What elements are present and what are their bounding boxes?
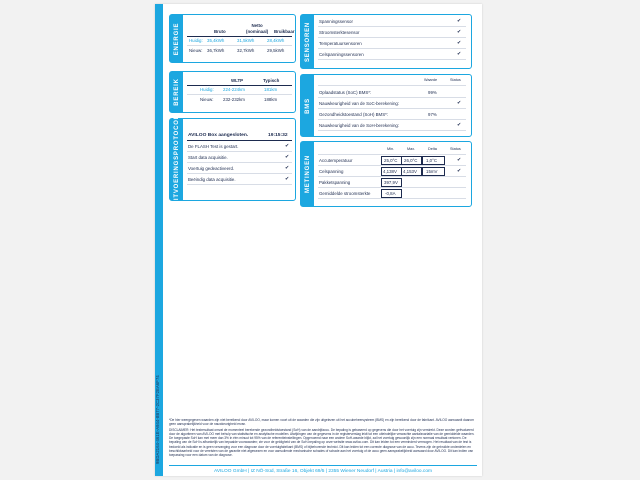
bms-row-label: Nauwkeurigheid van de SoC-berekening: <box>319 101 400 106</box>
protocol-step: De FLASH Test is gestart. <box>188 144 239 149</box>
bereik-tab <box>170 72 183 112</box>
protocol-step: Beëindig data acquisitie. <box>188 177 236 182</box>
energie-tab <box>170 15 183 62</box>
sensoren-card <box>300 14 472 69</box>
energie-bruto-value: 35,4kWh <box>207 38 225 43</box>
bms-row-value: 99% <box>428 90 437 95</box>
company-address: AVILOO GmbH | IZ NÖ-Süd, Straße 16, Objekt 69/5 | 2355 Wiener Neudorf | Austria | info@aviloo.com <box>214 469 432 474</box>
energie-header-bruto: Bruto <box>214 29 226 34</box>
check-icon: ✔ <box>457 29 462 35</box>
bereik-wltp-value: 224-224km <box>223 87 245 92</box>
document-id-text: 9BDA2164-461E-A944-8B77-2C37F2EA6F74 <box>155 375 160 464</box>
disclaimer-text: DISCLAIMER: Het testresultaat omvat de momenteel berekende gezondheidstoestand (SoH) van de aandrijfaccu. De bepaling is gebaseerd op gegevens die door het voertuig zijn verstrekt. Deze worden geëvalueerd door de algoritmen van AVILOO met behulp van statistische en analytische modellen. Afwijkingen van de gegevens in de registerverslag leidt tot een uiteindelijke verwachte aantalsvariatie van de gemiddelde waarden. De toegepaste SoH kan met meer dan 3% in één minuut tot 95% van de referentieinstellingen. Opgenoemd naar een andere SoH-waarde blijkt, zal het voertuig gewoonlijk zijn een normaal resultaat vertonen. De bepaling van de SoH is afhankelijk van bepaalde voorwaarden; zie voor de geldigheid van de SoH-bepaling op onze website www.aviloo.com. Dit kan leiden tot een verminderd vermogen. Het resultaat van de test is bedoeld als indicatie en is geen vervanging voor een diagnose door de voertuigfabrikant (BMS) of bijbehorende technici. Dit kan leiden tot een correcte diagnose van de accu. Tevens zijn de gebruikte onderdelen en beschikbaarheid voor de vereisten van de garantie niet afgewezen en voor aanvullende mechanische schades of schade aan het voertuig of de accu geen aansprakelijkheid aanvaard door AVILOO. Dit kan indien van toepassing voor een datum van de diagnose. <box>169 428 475 457</box>
protocol-tab-label: UITVOERINGSPROTOCOL <box>173 114 180 205</box>
metingen-card <box>300 141 472 207</box>
metingen-delta: 1,0°C <box>426 158 438 163</box>
check-icon: ✔ <box>285 143 290 149</box>
metingen-row-label: Celspanning <box>319 169 344 174</box>
bereik-tab-label: BEREIK <box>173 78 180 106</box>
check-icon: ✔ <box>457 122 462 128</box>
sensoren-tab <box>301 15 314 68</box>
metingen-header-delta: Delta <box>428 147 437 151</box>
check-icon: ✔ <box>457 51 462 57</box>
metingen-min: -0,8A <box>385 191 396 196</box>
bms-header-status: Status <box>450 78 461 82</box>
bms-row-label: Nauwkeurigheid van de SoH-berekening: <box>319 123 400 128</box>
footer-divider <box>169 465 477 466</box>
metingen-tab-label: METINGEN <box>304 154 311 194</box>
sensoren-tab-label: SENSOREN <box>304 21 311 62</box>
metingen-tab <box>301 142 314 206</box>
footnote-text: *De hier weergegeven waarden zijn niet bereikend door AVILOO, maar komen voort uit de waarden die zijn uitgelezen uit het accubeheersysteem (BMS) en zijn bereikend door de fabrikant. AVILOO aanvaardt daarom geen aansprakelijkheid voor de nauwkeurigheid ervan. <box>169 418 474 427</box>
energie-netto-value: 32,7kWh <box>237 48 255 53</box>
protocol-tab <box>170 114 183 205</box>
check-icon: ✔ <box>457 100 462 106</box>
sensor-item: Celspanningssensoren <box>319 52 364 57</box>
protocol-title: AVILOO Box aangesloten. <box>188 133 249 138</box>
protocol-step: Start data acquisitie. <box>188 155 228 160</box>
metingen-header-status: Status <box>450 147 461 151</box>
bms-card <box>300 74 472 137</box>
sensor-item: Stroomsterktesensor <box>319 30 360 35</box>
document-id <box>153 304 165 464</box>
bms-row-label: Gezondheidstoestand (SoH) BMS*: <box>319 112 389 117</box>
footer-notes <box>169 418 477 457</box>
sensor-item: Temperatuursensoren <box>319 41 362 46</box>
metingen-row-label: Accutemperatuur <box>319 158 353 163</box>
energie-bruikbaar-value: 28,4kWh <box>267 38 285 43</box>
bereik-row-label: Nieuw: <box>200 97 214 102</box>
metingen-header-min: Min. <box>387 147 395 151</box>
bms-row-label: Oplaadstatus (SoC) BMS*: <box>319 90 372 95</box>
metingen-max: 26,0°C <box>404 158 418 163</box>
bms-tab-label: BMS <box>304 97 311 114</box>
metingen-header-max: Max. <box>407 147 416 151</box>
bereik-header-wltp: WLTP <box>231 78 244 83</box>
energie-card <box>169 14 296 63</box>
bereik-typisch-value: 181km <box>264 87 278 92</box>
metingen-max: 4,153V <box>403 169 417 174</box>
energie-tab-label: ENERGIE <box>173 22 180 55</box>
bereik-typisch-value: 188km <box>264 97 278 102</box>
energie-row-label: Huidig: <box>189 38 203 43</box>
check-icon: ✔ <box>457 168 462 174</box>
bereik-header-typisch: Typisch <box>263 78 280 83</box>
check-icon: ✔ <box>457 40 462 46</box>
protocol-step: Voertuig gedeactiveerd. <box>188 166 235 171</box>
protocol-time: 19:15:32 <box>268 133 288 138</box>
metingen-min: 25,0°C <box>384 158 398 163</box>
energie-header-netto: Netto (nominaal) <box>246 23 269 34</box>
metingen-delta: 15mV <box>426 169 438 174</box>
check-icon: ✔ <box>457 18 462 24</box>
sensor-item: Spanningssensor <box>319 19 353 24</box>
bms-tab <box>301 75 314 136</box>
check-icon: ✔ <box>285 154 290 160</box>
metingen-min: 4,138V <box>383 169 397 174</box>
energie-row-label: Nieuw: <box>189 48 203 53</box>
energie-bruto-value: 36,7kWh <box>207 48 225 53</box>
check-icon: ✔ <box>285 176 290 182</box>
metingen-row-label: Pakketspanning <box>319 180 351 185</box>
bms-row-value: 97% <box>428 112 437 117</box>
bereik-card <box>169 71 296 113</box>
check-icon: ✔ <box>457 157 462 163</box>
metingen-min: 397,9V <box>384 180 398 185</box>
report-page <box>155 4 482 476</box>
bereik-row-label: Huidig: <box>200 87 214 92</box>
check-icon: ✔ <box>285 165 290 171</box>
bereik-wltp-value: 232-232km <box>223 97 245 102</box>
energie-netto-value: 31,5kWh <box>237 38 255 43</box>
energie-bruikbaar-value: 29,5kWh <box>267 48 285 53</box>
protocol-card <box>169 114 296 205</box>
bms-header-waarde: Waarde <box>424 78 438 82</box>
metingen-row-label: Gemiddelde stroomsterkte <box>319 191 371 196</box>
energie-header-bruikbaar: Bruikbaar <box>274 29 295 34</box>
